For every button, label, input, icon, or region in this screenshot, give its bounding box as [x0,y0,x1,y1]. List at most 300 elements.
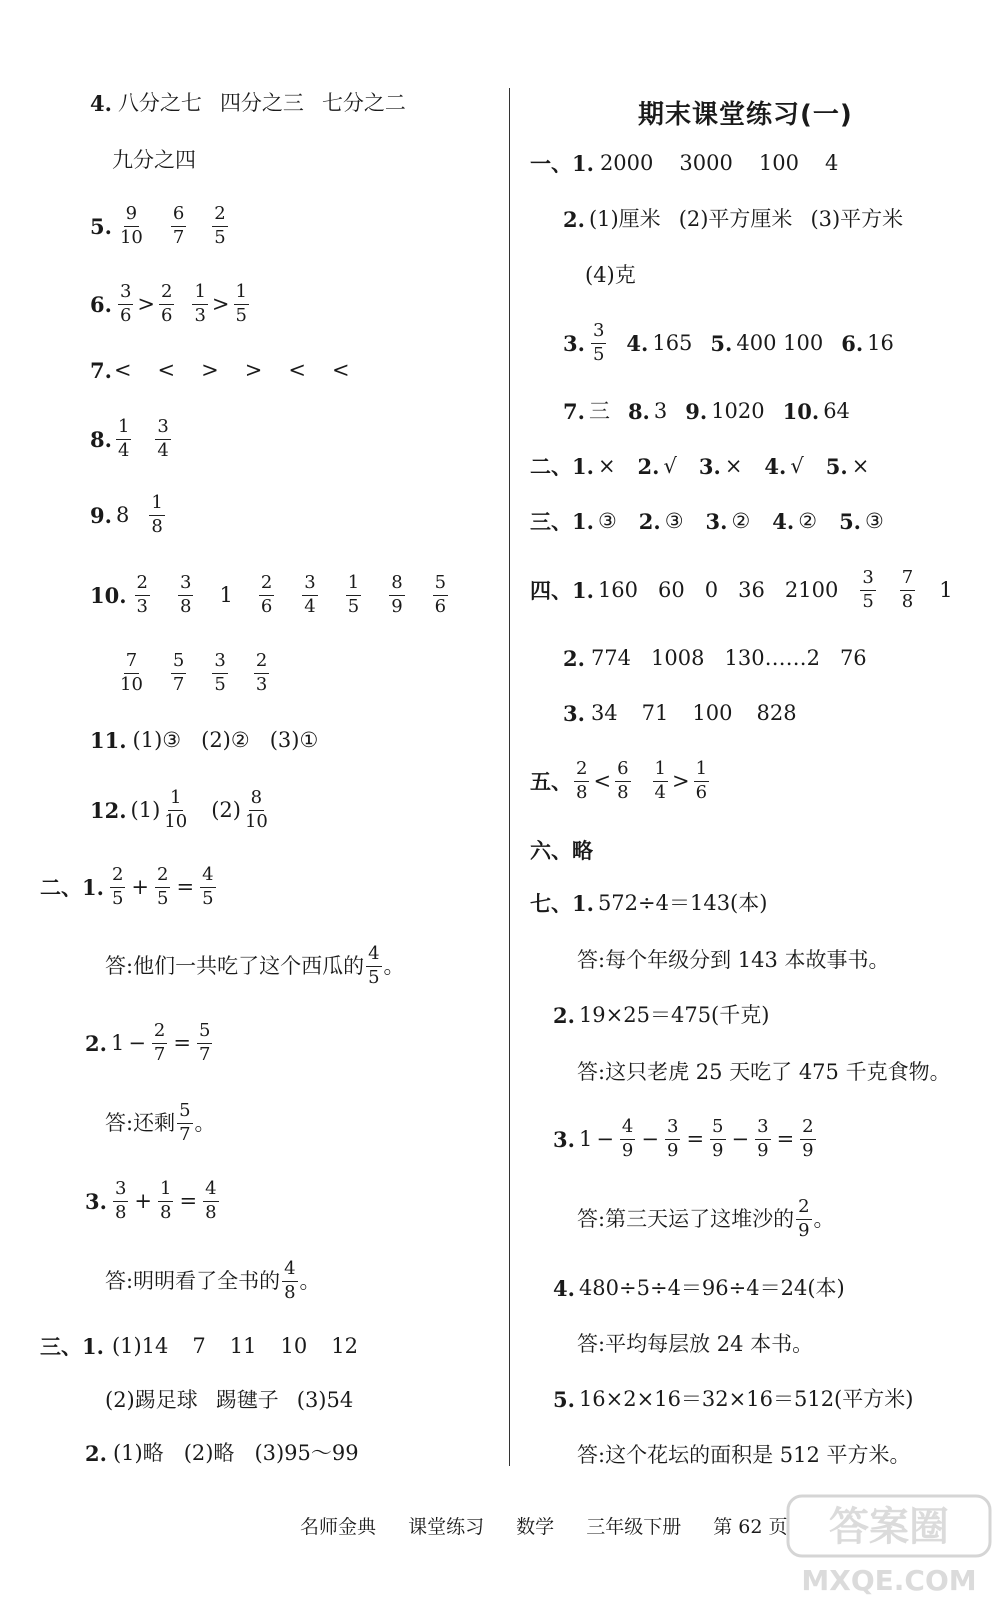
fraction-numerator: 8 [389,574,404,596]
footer-series: 课堂练习 [408,1516,485,1538]
answer-text: 答:平均每层放 24 本书。 [577,1332,814,1356]
fraction [162,789,189,832]
answer-text: (2)踢足球 [105,1388,198,1412]
section-2-item-3 [85,1180,221,1223]
section-2-answer-2 [105,1102,216,1145]
fraction [653,760,668,803]
section-2-answer-1 [105,945,405,988]
fraction-denominator: 10 [119,226,143,248]
fraction-denominator: 8 [901,590,914,612]
fraction-numerator: 3 [212,652,227,674]
fraction-numerator: 1 [168,789,183,811]
fraction-numerator: 6 [171,205,186,227]
section-3-item-2 [85,1443,359,1464]
fraction-denominator: 9 [621,1139,634,1161]
item-number: 5. [710,330,733,356]
fraction [118,205,145,248]
section-heading: 五、 [530,768,572,794]
fraction-numerator: 5 [197,1022,212,1044]
fraction [177,1102,192,1145]
fraction-numerator: 2 [155,866,170,888]
fraction [243,789,270,832]
fraction-denominator: 8 [576,781,588,803]
answer-text: 76 [839,646,867,670]
fraction-denominator: 8 [151,515,163,537]
part-7-item-5 [553,1389,913,1410]
fraction-denominator: 7 [179,1123,191,1145]
part-3 [530,511,884,532]
fraction-denominator: 8 [617,781,629,803]
answer-text: − [128,1030,146,1055]
section-heading: 二、 [40,874,82,900]
page-number: 第 62 页 [713,1516,788,1538]
fraction-denominator: 7 [172,226,185,248]
part-5 [530,760,711,803]
fraction-numerator: 2 [159,283,174,305]
item-12 [90,789,272,832]
answer-text: × [851,454,870,478]
item-number: 3. [698,454,721,479]
item-8 [90,418,173,461]
item-number: 4. [90,91,112,116]
fraction-numerator: 3 [665,1118,680,1140]
answer-text: 答:他们一共吃了这个西瓜的 [105,953,365,978]
fraction [302,574,317,617]
fraction-numerator: 3 [860,569,875,591]
fraction [254,652,269,695]
answer-text: 三 [588,399,610,423]
fraction [433,574,448,617]
answer-text: ③ [664,509,684,533]
answer-text: 。 [813,1206,835,1231]
fraction-numerator: 4 [203,1180,218,1202]
section-2-item-2 [85,1022,214,1065]
fraction [118,652,145,695]
watermark-url: MXQE.COM [801,1564,977,1597]
fraction [860,569,875,612]
fraction-denominator: 6 [695,781,708,803]
section-3-item-1-continued [105,1390,353,1411]
fraction-denominator: 9 [712,1139,724,1161]
fraction-denominator: 4 [654,781,666,803]
answer-text: + [134,1188,152,1213]
fraction-numerator: 2 [212,205,227,227]
section-heading: 一、 [530,151,572,176]
fraction-denominator: 10 [120,673,143,695]
fraction-numerator: 1 [158,1180,173,1202]
answer-text: = [179,1188,198,1213]
item-number: 3. [553,1126,575,1152]
answer-text: 1 [219,582,233,607]
fraction-denominator: 10 [244,810,268,832]
fraction-numerator: 1 [149,494,164,516]
fraction [389,574,404,617]
fraction-numerator: 3 [155,418,170,440]
answer-text: 七分之二 [321,91,406,115]
answer-text: 34 [590,701,618,725]
fraction [178,574,193,617]
answer-text: + [131,874,149,899]
fraction-denominator: 6 [161,304,173,326]
item-number: 2. [638,509,661,534]
item-number: 8. [90,426,112,452]
fraction [155,866,170,909]
answer-text: 答:还剩 [105,1110,176,1135]
answer-text: 4 [824,151,839,175]
answer-text: < [331,358,350,382]
fraction [212,652,227,695]
fraction-numerator: 1 [346,574,361,596]
answer-text: 答:每个年级分到 143 本故事书。 [577,948,890,972]
item-10 [90,574,450,617]
fraction-numerator: 2 [135,574,150,596]
fraction [171,652,186,695]
answer-text: ③ [865,509,884,533]
answer-text: > [137,291,155,316]
answer-text: 。 [383,953,405,978]
item-number: 8. [627,399,650,424]
fraction-denominator: 7 [153,1043,166,1065]
answer-text: 九分之四 [112,148,196,172]
answer-text: < [113,358,132,382]
fraction-numerator: 3 [755,1118,770,1140]
answer-text: (2)② [201,728,250,752]
answer-text: 16×2×16＝32×16＝512(平方米) [578,1387,914,1411]
answer-text: 100 [758,151,799,175]
answer-text: > [201,358,219,382]
fraction [158,1180,173,1223]
page-footer [300,1512,814,1539]
item-number: 5. [553,1387,575,1412]
fraction-denominator: 4 [304,595,316,617]
item-number: 3. [563,330,585,356]
item-number: 10. [90,582,127,608]
fraction-denominator: 4 [117,439,130,461]
fraction-numerator: 5 [177,1102,192,1124]
fraction-denominator: 8 [284,1281,296,1303]
fraction-numerator: 3 [178,574,193,596]
fraction [159,283,174,326]
fraction-numerator: 4 [366,945,381,967]
answer-text: > [244,358,263,382]
answer-text: 36 [738,577,765,602]
fraction-denominator: 5 [368,966,380,988]
answer-text: 。 [299,1268,321,1293]
fraction-denominator: 3 [136,595,148,617]
item-number: 10. [782,399,820,424]
answer-text: 。 [194,1110,216,1135]
item-number: 7. [563,399,585,424]
item-number: 1. [572,454,594,479]
answer-text: 572÷4＝143(本) [597,891,768,915]
item-number: 1. [82,1334,104,1359]
answer-text: < [593,768,612,793]
fraction-numerator: 4 [620,1118,635,1140]
item-number: 7. [90,358,112,383]
fraction-denominator: 6 [434,595,447,617]
answer-text: = [776,1126,795,1151]
fraction-denominator: 6 [119,304,132,326]
fraction [110,866,125,909]
fraction [620,1118,635,1161]
footer-grade: 三年级下册 [586,1516,682,1538]
answer-text: 八分之七 [117,91,202,115]
answer-text: × [724,454,743,478]
item-number: 9. [90,502,112,528]
answer-text: > [671,768,690,793]
answer-text: ② [798,509,818,533]
fraction [259,574,274,617]
item-number: 1. [572,891,594,916]
fraction-numerator: 1 [234,283,249,305]
item-number: 4. [553,1276,575,1301]
answer-text: 1020 [711,399,765,423]
fraction [152,1022,167,1065]
fraction-numerator: 1 [192,283,207,305]
fraction-denominator: 5 [157,887,169,909]
answer-text: 480÷5÷4＝96÷4＝24(本) [578,1276,845,1300]
item-6 [90,283,251,326]
part-4-item-2 [563,648,867,669]
footer-book: 名师金典 [300,1516,377,1538]
answer-text: 12 [331,1334,358,1358]
part-4-item-3 [563,703,797,724]
fraction-denominator: 3 [255,673,268,695]
answer-text: − [596,1126,614,1151]
fraction-denominator: 9 [798,1219,810,1241]
fraction-numerator: 5 [710,1118,725,1140]
fraction-denominator: 10 [164,810,188,832]
item-4 [90,93,406,114]
fraction-denominator: 6 [260,595,273,617]
section-2-answer-3 [105,1260,321,1303]
section-2-item-1 [40,866,218,909]
answer-text: 19×25＝475(千克) [578,1003,770,1027]
item-number: 2. [85,1030,107,1056]
watermark-logo [784,1492,994,1600]
answer-text: 11 [229,1334,257,1358]
item-number: 9. [685,399,708,424]
fraction [591,322,606,365]
item-number: 5. [839,509,861,534]
answer-text: 64 [823,399,850,423]
fraction-numerator: 5 [433,574,448,596]
item-number: 5. [825,454,848,479]
answer-text: = [173,1030,191,1055]
fraction-numerator: 3 [302,574,317,596]
fraction-denominator: 8 [180,595,192,617]
part-7-item-2 [553,1005,769,1026]
fraction [135,574,150,617]
fraction [694,760,709,803]
part-7-item-1 [530,893,767,914]
part-1-item-7-10 [563,401,850,422]
fraction-denominator: 4 [157,439,169,461]
fraction-denominator: 5 [592,343,605,365]
item-number: 11. [90,728,127,753]
fraction-denominator: 5 [347,595,360,617]
fraction-denominator: 8 [205,1201,217,1223]
part-4-item-1 [530,569,953,612]
answer-text: 10 [280,1334,308,1358]
item-number: 1. [572,151,594,176]
column-divider [509,88,510,1466]
fraction-numerator: 7 [124,652,139,674]
part-2 [530,456,869,477]
fraction-numerator: 4 [282,1260,297,1282]
answer-text: (2) [211,797,241,822]
answer-text: (1)略 [112,1441,164,1465]
item-number: 6. [90,291,112,317]
fraction-numerator: 1 [116,418,131,440]
fraction [234,283,249,326]
part-1-item-2 [563,209,903,230]
answer-text: 0 [704,577,719,602]
fraction-denominator: 9 [757,1139,769,1161]
item-number: 1. [572,577,594,603]
answer-text: 答:这只老虎 25 天吃了 475 千克食物。 [577,1060,951,1084]
answer-text: − [641,1126,659,1151]
fraction-denominator: 9 [666,1139,679,1161]
fraction-denominator: 8 [114,1201,127,1223]
answer-text: 1 [578,1126,593,1151]
item-number: 1. [82,874,104,900]
fraction [116,418,131,461]
fraction-numerator: 3 [591,322,606,344]
answer-text: 答:明明看了全书的 [105,1268,281,1293]
item-number: 4. [626,330,649,356]
answer-text: (3)54 [296,1388,354,1412]
answer-text: < [157,358,176,382]
item-11 [90,730,318,751]
fraction [171,205,186,248]
fraction-denominator: 5 [214,226,226,248]
answer-text: 2100 [784,577,839,602]
fraction-numerator: 2 [574,760,589,782]
answer-text: √ [663,454,677,478]
footer-subject: 数学 [516,1516,555,1538]
answer-text: ③ [597,509,617,533]
fraction-numerator: 1 [653,760,668,782]
part-7-item-4 [553,1278,845,1299]
fraction-numerator: 4 [200,866,215,888]
item-number: 5. [90,213,112,239]
part-1-item-1 [530,153,838,174]
section-heading: 三、 [40,1334,82,1359]
fraction [615,760,630,803]
answer-text: 1 [939,577,953,602]
answer-text: 71 [641,701,669,725]
answer-text: (2)平方厘米 [678,207,793,231]
answer-text: 60 [658,577,685,602]
answer-text: 160 [597,577,639,602]
answer-text: 165 [652,330,693,355]
fraction [155,418,170,461]
answer-text: 3000 [679,151,733,175]
fraction [212,205,227,248]
part-1-item-3-6 [563,322,894,365]
fraction [574,760,589,803]
item-7 [90,360,350,381]
answer-text: (4)克 [585,263,636,287]
fraction-numerator: 7 [900,569,915,591]
answer-text: 7 [192,1334,206,1358]
section-heading: 二、 [530,454,572,479]
answer-text: 答:这个花坛的面积是 512 平方米。 [577,1443,911,1467]
item-number: 12. [90,797,127,823]
item-number: 3. [563,701,585,726]
answer-text: > [211,291,230,316]
fraction [665,1118,680,1161]
answer-text: 1 [110,1030,125,1055]
fraction-numerator: 1 [694,760,709,782]
item-10-continued [112,652,271,695]
fraction-numerator: 5 [171,652,186,674]
fraction-denominator: 7 [198,1043,211,1065]
answer-text: (1)14 [111,1334,169,1358]
answer-text: √ [790,454,804,478]
answer-text: 828 [756,701,797,725]
section-3-item-1 [40,1336,358,1357]
answer-text: 16 [867,330,894,355]
item-5 [90,205,230,248]
item-number: 2. [553,1003,575,1028]
fraction [800,1118,815,1161]
section-heading: 四、 [530,577,572,603]
item-number: 3. [85,1188,107,1214]
item-number: 4. [772,509,795,534]
fraction-numerator: 3 [118,283,133,305]
item-number: 3. [705,509,728,534]
answer-text: (1)③ [132,728,182,752]
fraction [113,1180,128,1223]
fraction-numerator: 6 [615,760,630,782]
fraction [200,866,215,909]
fraction [346,574,361,617]
fraction-denominator: 8 [160,1201,172,1223]
item-number: 4. [764,454,787,479]
answer-text: 100 [692,701,733,725]
answer-text: ② [731,509,751,533]
item-number: 2. [637,454,660,479]
fraction [118,283,133,326]
page-title: 期末课堂练习(一) [638,100,853,130]
answer-text: 答:第三天运了这堆沙的 [577,1206,795,1231]
answer-text: (3)平方米 [810,207,904,231]
fraction [192,283,207,326]
fraction-denominator: 9 [802,1139,814,1161]
fraction [366,945,381,988]
fraction-denominator: 5 [111,887,124,909]
fraction-numerator: 2 [800,1118,815,1140]
answer-text: (3)95～99 [254,1441,359,1465]
fraction-numerator: 2 [259,574,274,596]
answer-text: (3)① [269,728,319,752]
item-number: 2. [85,1441,107,1466]
fraction [900,569,915,612]
fraction-denominator: 5 [214,673,226,695]
fraction-denominator: 7 [172,673,185,695]
answer-text: 踢毽子 [215,1388,279,1412]
answer-text: 3 [653,399,668,423]
item-number: 6. [841,330,864,356]
fraction [755,1118,770,1161]
answer-text: 400 100 [736,330,824,355]
answer-text: 8 [115,502,130,527]
fraction-denominator: 5 [235,304,247,326]
fraction [203,1180,218,1223]
fraction-numerator: 8 [249,789,264,811]
